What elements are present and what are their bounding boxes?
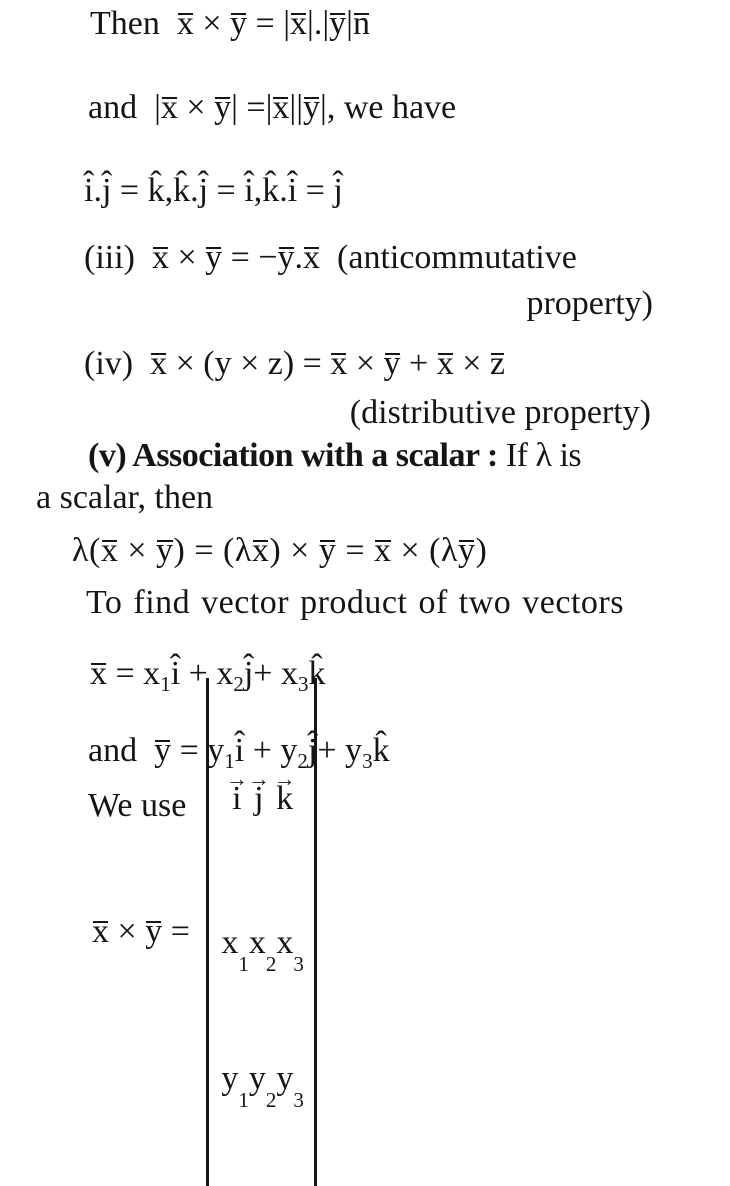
math-text: = [111,172,148,209]
overbar-term: n [352,5,370,42]
math-text: = [336,532,374,569]
subscript: 3 [297,672,309,696]
overbar-term: y [383,345,401,382]
subscript: 2 [297,749,308,773]
math-text: + x [180,655,234,692]
math-text: a scalar, then [36,479,214,516]
hat-term: ˆ i [235,734,244,768]
math-text: , [164,172,174,209]
subscript: 2 [233,672,244,696]
math-text: × (λ [391,532,458,569]
math-text: , [253,172,263,209]
math-text: y [276,1060,294,1098]
math-text: × [177,89,215,126]
math-text: y [221,1060,239,1098]
math-text: property) [526,285,653,322]
overbar-term: x [90,655,107,692]
hat-term: ˆ k [373,734,390,768]
math-text: × [168,239,206,276]
hat-term: ˆ k [173,174,190,208]
overbar-term: x [151,239,169,276]
math-text: . [190,172,199,209]
subscript: 3 [362,749,373,773]
overbar-term: y [230,5,248,42]
overbar-term: y [214,89,232,126]
overbar-term: x [272,89,290,126]
vector-arrow-term: → i [232,782,241,816]
overbar-term: y [303,89,321,126]
hat-term: ˆ j [333,174,342,208]
math-text: (anticommutative [320,239,577,276]
math-text: . [93,172,102,209]
math-text: + x [253,655,298,692]
overbar-term: x [160,89,178,126]
math-text: x [221,923,239,961]
math-text: × (y × z) = [167,345,331,382]
math-text: = | [247,5,291,42]
vector-arrow-term: → k [276,782,293,816]
math-text: . [279,172,288,209]
overbar-term: x [176,5,194,42]
math-text: × [193,5,231,42]
hat-term: ˆ j [102,174,111,208]
text-a-scalar-then [36,478,213,519]
math-text: To find vector product of two vectors [86,584,624,621]
overbar-term: y [156,532,174,569]
math-text: = [162,912,199,950]
math-text: x [248,923,266,961]
math-text: If λ is [505,437,582,474]
math-text: ) × [269,532,319,569]
math-text: × [118,532,156,569]
hat-term: ˆ k [148,174,165,208]
det-row-y-components: y 1 y 2 y 3 [221,1060,304,1113]
math-text: × [453,345,490,382]
math-text: × [347,345,384,382]
math-text: (iv) [84,345,151,382]
eq-magnitude-product [88,88,456,129]
overbar-term: x [251,532,270,569]
overbar-term: x [92,912,109,950]
anticommutative-property-label [526,284,653,325]
math-text: | =| [231,89,273,126]
math-text: (iii) [84,239,152,276]
overbar-term: x [436,345,454,382]
subscript: 1 [224,749,235,773]
overbar-term: x [374,532,392,569]
vector-arrow-term: → j [254,782,263,816]
math-text: = [297,172,334,209]
hat-term: ˆ i [244,174,253,208]
hat-term: ˆ i [84,174,93,208]
math-text: (distributive property) [349,394,651,431]
math-text: λ( [72,532,101,569]
hat-term: ˆ j [244,657,253,691]
math-text: = y [171,732,225,769]
math-text: || [289,89,304,126]
math-text: . [294,239,304,276]
determinant-matrix [206,678,317,1185]
overbar-term: z [489,345,506,382]
overbar-term: x [150,345,168,382]
overbar-term: x [330,345,348,382]
overbar-term: y [154,732,172,769]
eq-scalar-association [72,531,487,572]
math-text: and [88,732,155,769]
math-text: ) = (λ [173,532,252,569]
math-text: ) [475,532,488,569]
eq-anticommutative [84,238,577,279]
overbar-term: x [100,532,119,569]
hat-term: ˆ k [262,174,279,208]
math-text: = [208,172,245,209]
text-we-use [88,786,186,827]
math-text: y [248,1060,266,1098]
eq-distributive [84,344,505,385]
math-text: We use [88,787,187,824]
hat-term: ˆ k [308,657,325,691]
bold-text: (v) Association with a scalar : [88,437,506,474]
hat-term: ˆ i [171,657,180,691]
text-to-find-vector-product [86,583,624,624]
math-text: |, we have [320,89,457,126]
math-text: and | [88,89,161,126]
math-text: + [400,345,437,382]
eq-cross-product-magnitude [90,4,370,45]
subscript: 1 [160,672,171,696]
overbar-term: y [205,239,223,276]
overbar-term: y [329,5,347,42]
hat-term: ˆ j [199,174,208,208]
distributive-property-label [350,393,651,434]
math-text: × [109,912,146,950]
overbar-term: x [290,5,308,42]
overbar-term: x [303,239,321,276]
hat-term: ˆ i [288,174,297,208]
det-row-unit-vectors [221,762,304,827]
heading-association-with-scalar [88,436,581,477]
math-text: = x [107,655,161,692]
overbar-term: y [145,912,163,950]
math-text: x [276,923,294,961]
math-text: = − [222,239,278,276]
math-text: |.| [307,5,330,42]
hat-term: ˆ j [308,734,317,768]
det-row-x-components: x 1 x 2 x 3 [221,923,304,976]
overbar-term: y [318,532,337,569]
determinant-lhs [92,912,198,953]
math-text: Then [90,5,177,42]
overbar-term: y [457,532,476,569]
overbar-term: y [277,239,295,276]
math-text: + y [317,732,363,769]
eq-unit-vector-products [84,171,343,212]
math-text: | [346,5,353,42]
math-text: + y [244,732,298,769]
